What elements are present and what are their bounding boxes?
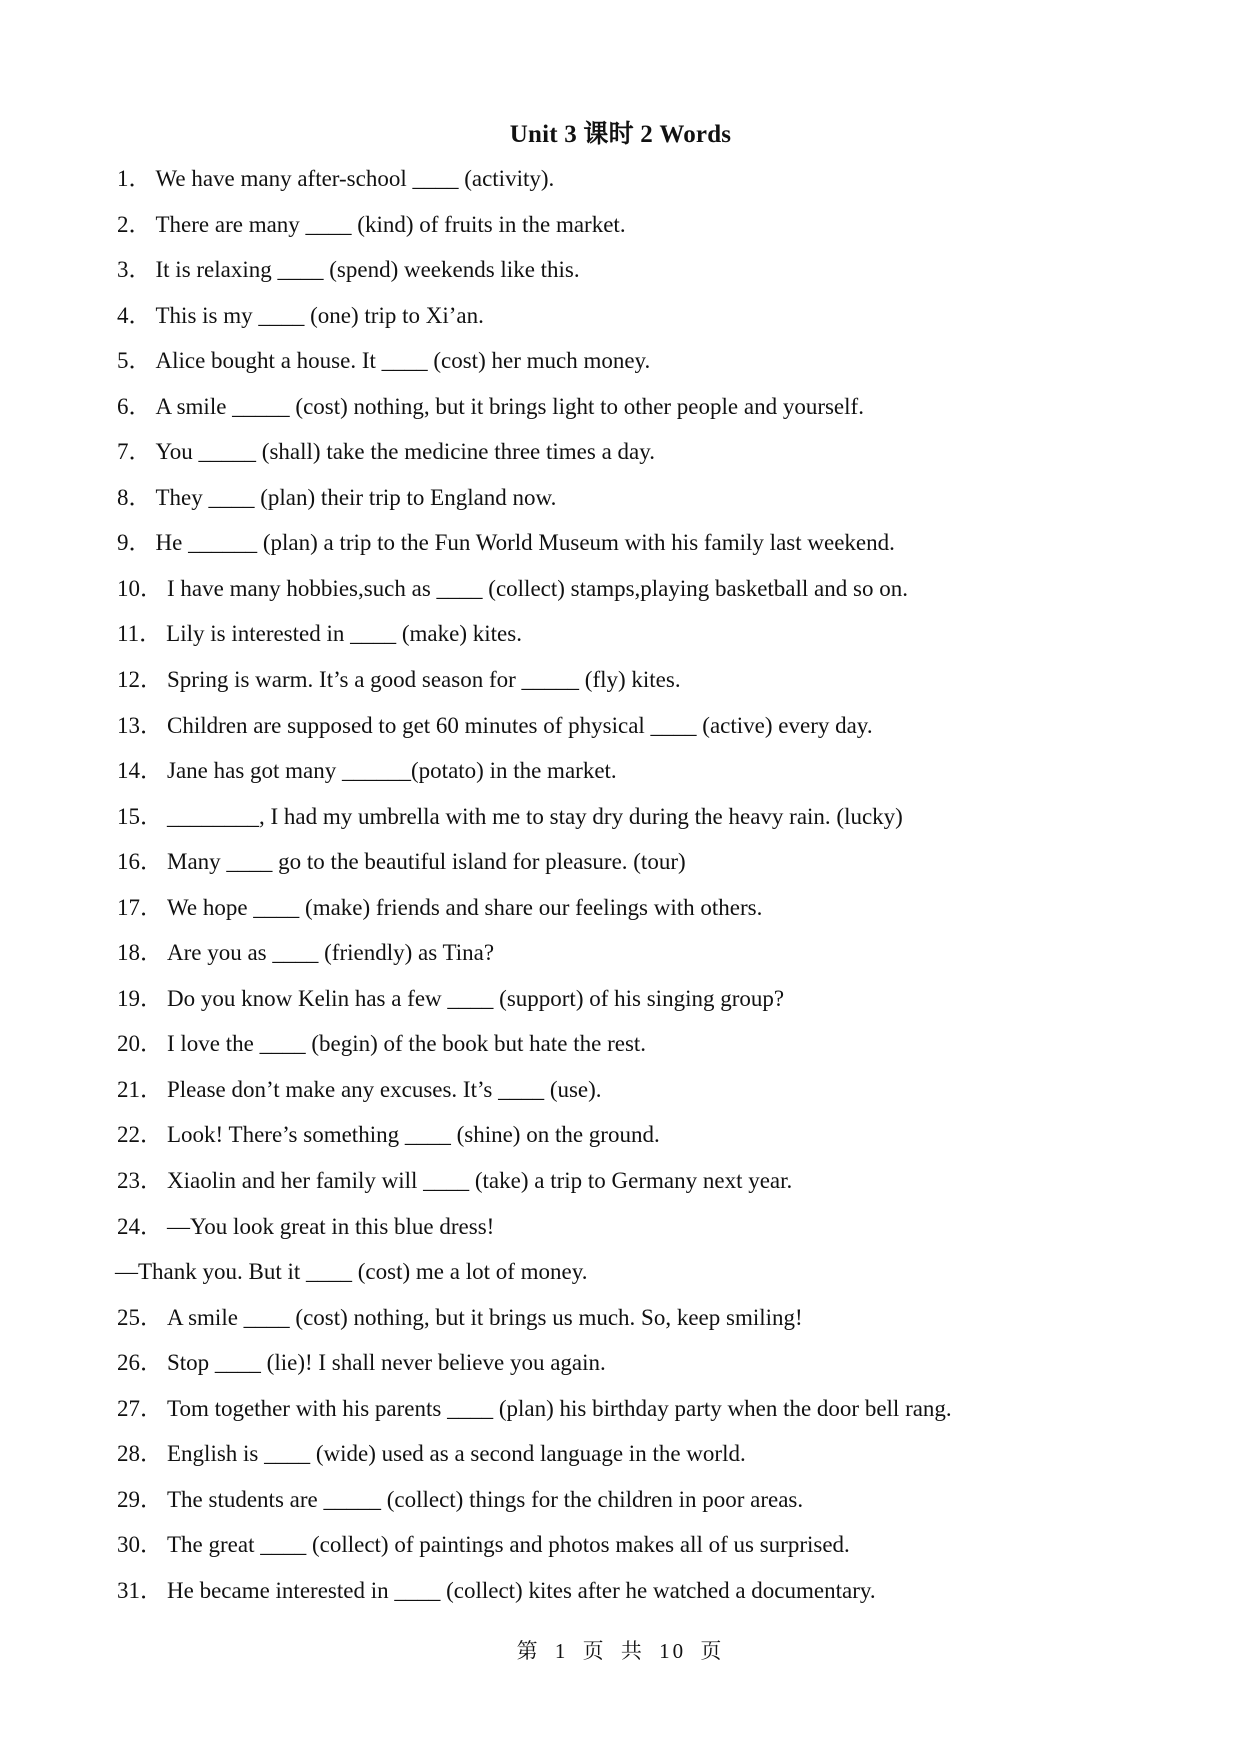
question-text: Are you as ____ (friendly) as Tina?: [167, 940, 495, 966]
question-text: Look! There’s something ____ (shine) on the ground.: [167, 1122, 660, 1148]
question-item: [117, 1528, 1157, 1574]
question-list: [117, 162, 1157, 1620]
question-number: 2．: [117, 211, 152, 237]
question-number: 12．: [117, 667, 163, 693]
question-item: [117, 572, 1157, 618]
question-item: [117, 435, 1157, 481]
question-item: [117, 1118, 1157, 1164]
question-text: We have many after-school ____ (activity).: [155, 166, 555, 191]
question-number: 5．: [117, 348, 152, 374]
question-continuation: [115, 1255, 1157, 1301]
question-text: There are many ____ (kind) of fruits in the market.: [155, 211, 626, 237]
question-number: 22．: [117, 1122, 163, 1148]
question-number: 10．: [117, 575, 163, 601]
question-number: 27．: [117, 1395, 163, 1421]
question-text: We hope ____ (make) friends and share our feelings with others.: [167, 894, 763, 920]
question-number: 4．: [117, 302, 152, 328]
question-item: [117, 709, 1157, 755]
question-number: 11．: [117, 621, 163, 647]
question-number: 6．: [117, 393, 152, 419]
question-number: 15．: [117, 803, 163, 829]
question-item: [117, 1301, 1157, 1347]
question-text: He became interested in ____ (collect) kites after he watched a documentary.: [167, 1577, 876, 1603]
question-text: Spring is warm. It’s a good season for _____ (fly) kites.: [167, 667, 681, 693]
question-number: 3．: [117, 257, 152, 283]
question-number: 23．: [117, 1168, 163, 1194]
question-number: 1．: [117, 166, 152, 191]
question-number: 9．: [117, 530, 152, 556]
question-number: 25．: [117, 1304, 163, 1330]
question-item: [117, 845, 1157, 891]
question-item: [117, 617, 1157, 663]
question-item: [117, 1164, 1157, 1210]
question-text: Many ____ go to the beautiful island for pleasure. (tour): [167, 849, 686, 875]
question-number: 21．: [117, 1076, 163, 1102]
question-item: [117, 253, 1157, 299]
question-item: [117, 481, 1157, 527]
question-item: [117, 526, 1157, 572]
question-number: 29．: [117, 1486, 163, 1512]
question-text: A smile _____ (cost) nothing, but it brings light to other people and yourself.: [155, 393, 864, 419]
question-text: The great ____ (collect) of paintings and photos makes all of us surprised.: [167, 1532, 850, 1558]
question-text: Do you know Kelin has a few ____ (support) of his singing group?: [167, 985, 785, 1011]
question-text: They ____ (plan) their trip to England now.: [155, 484, 557, 510]
question-text: This is my ____ (one) trip to Xi’an.: [155, 302, 484, 328]
question-item: [117, 663, 1157, 709]
question-item: [117, 982, 1157, 1028]
question-text: Alice bought a house. It ____ (cost) her much money.: [155, 348, 651, 374]
question-item: [117, 1392, 1157, 1438]
question-item: [117, 390, 1157, 436]
question-number: 14．: [117, 758, 163, 784]
question-text: —Thank you. But it ____ (cost) me a lot of money.: [115, 1259, 588, 1285]
question-text: Xiaolin and her family will ____ (take) a trip to Germany next year.: [167, 1168, 793, 1194]
question-number: 17．: [117, 894, 163, 920]
question-item: [117, 1210, 1157, 1256]
question-item: [117, 800, 1157, 846]
question-text: He ______ (plan) a trip to the Fun World Museum with his family last weekend.: [155, 530, 895, 556]
question-number: 20．: [117, 1031, 163, 1057]
question-text: It is relaxing ____ (spend) weekends like this.: [155, 257, 580, 283]
question-text: Jane has got many ______(potato) in the market.: [167, 758, 617, 784]
question-item: [117, 208, 1157, 254]
question-number: 8．: [117, 484, 152, 510]
question-item: [117, 891, 1157, 937]
question-text: Please don’t make any excuses. It’s ____ (use).: [167, 1076, 602, 1102]
page-title: Unit 3 课时 2 Words: [509, 121, 732, 148]
question-text: Stop ____ (lie)! I shall never believe you again.: [167, 1350, 606, 1376]
question-number: 16．: [117, 849, 163, 875]
question-text: Children are supposed to get 60 minutes of physical ____ (active) every day.: [167, 712, 873, 738]
question-text: ________, I had my umbrella with me to stay dry during the heavy rain. (lucky): [167, 803, 903, 829]
question-number: 30．: [117, 1532, 163, 1558]
question-text: Lily is interested in ____ (make) kites.: [166, 621, 522, 647]
question-number: 28．: [117, 1441, 163, 1467]
question-text: I have many hobbies,such as ____ (collect) stamps,playing basketball and so on.: [167, 575, 908, 601]
question-item: [117, 1437, 1157, 1483]
question-number: 7．: [117, 439, 152, 465]
question-text: You _____ (shall) take the medicine three times a day.: [155, 439, 655, 465]
question-item: [117, 344, 1157, 390]
question-number: 13．: [117, 712, 163, 738]
question-item: [117, 1483, 1157, 1529]
question-number: 18．: [117, 940, 163, 966]
question-text: —You look great in this blue dress!: [167, 1213, 495, 1239]
question-number: 19．: [117, 985, 163, 1011]
question-item: [117, 1073, 1157, 1119]
question-item: [117, 754, 1157, 800]
question-text: The students are _____ (collect) things for the children in poor areas.: [167, 1486, 804, 1512]
question-item: [117, 162, 1157, 208]
question-item: [117, 299, 1157, 345]
question-number: 26．: [117, 1350, 163, 1376]
question-item: [117, 936, 1157, 982]
question-item: [117, 1574, 1157, 1620]
question-number: 31．: [117, 1577, 163, 1603]
question-text: Tom together with his parents ____ (plan) his birthday party when the door bell rang.: [167, 1395, 952, 1421]
question-text: I love the ____ (begin) of the book but hate the rest.: [167, 1031, 647, 1057]
question-number: 24．: [117, 1213, 163, 1239]
question-item: [117, 1346, 1157, 1392]
question-text: A smile ____ (cost) nothing, but it brings us much. So, keep smiling!: [167, 1304, 803, 1330]
question-text: English is ____ (wide) used as a second language in the world.: [167, 1441, 746, 1467]
page-footer: 第 1 页 共 10 页: [516, 1639, 725, 1663]
question-item: [117, 1027, 1157, 1073]
